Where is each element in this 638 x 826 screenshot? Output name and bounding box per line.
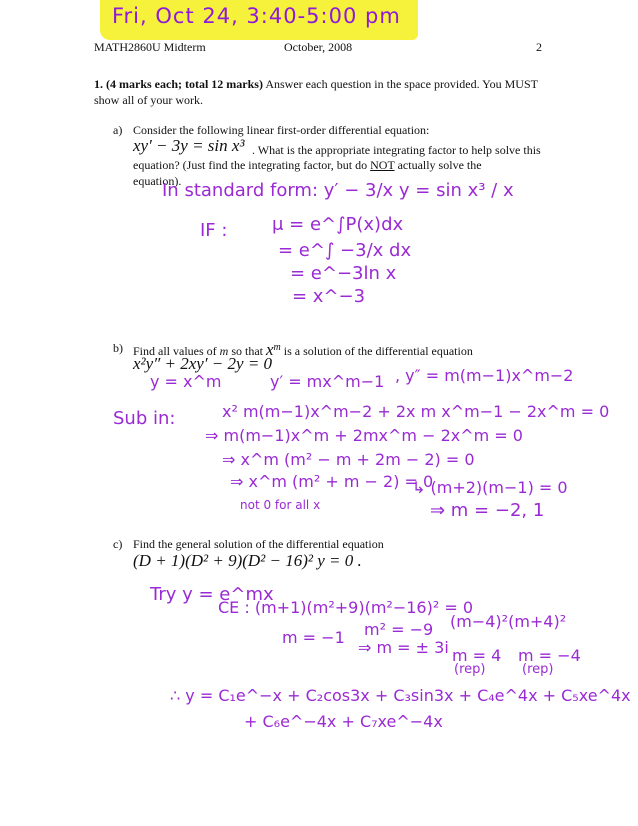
part-b-equation: x²y″ + 2xy′ − 2y = 0 [133, 354, 273, 373]
handwritten-date-time: Fri, Oct 24, 3:40-5:00 pm [112, 4, 401, 28]
hw-c-root-4: m = 4 [452, 646, 502, 665]
hw-b-yxm: y = x^m [150, 372, 222, 391]
hw-b-line5: ⇒ x^m (m² + m − 2) = 0 [230, 472, 434, 491]
part-b-label: b) [113, 341, 123, 355]
hw-c-solution-line1: ∴ y = C₁e^−x + C₂cos3x + C₃sin3x + C₄e^4x + C₅xe^4x [170, 686, 631, 705]
part-c-prompt: Find the general solution of the differential equation [133, 537, 384, 551]
hw-mu-step2: = e^∫ −3/x dx [278, 240, 412, 261]
hw-b-note: not 0 for all x [240, 498, 321, 512]
page-number: 2 [536, 40, 542, 54]
hw-c-root1: m = −1 [282, 628, 345, 647]
question-1 [94, 76, 544, 108]
part-c-equation: (D + 1)(D² + 9)(D² − 16)² y = 0 . [133, 551, 362, 570]
part-c-label: c) [113, 537, 123, 551]
hw-b-answer: ⇒ m = −2, 1 [430, 500, 545, 521]
hw-mu-step4: = x^−3 [292, 286, 366, 307]
part-b-prompt: Find all values of m so that $x^m$ is a solution of the differential equation [133, 340, 473, 359]
hw-c-root2a: m² = −9 [364, 620, 434, 639]
hw-b-line3: ⇒ m(m−1)x^m + 2mx^m − 2x^m = 0 [205, 426, 523, 445]
part-a-prompt: Consider the following linear first-order differential equation: [133, 123, 430, 137]
hw-c-root-4-rep: (rep) [454, 662, 486, 677]
not-emphasis: NOT [370, 158, 395, 172]
hw-b-yprime: y′ = mx^m−1 [270, 372, 385, 391]
hw-c-ce: CE : (m+1)(m²+9)(m²−16)² = 0 [218, 598, 473, 617]
hw-b-ydoubleprime: , y″ = m(m−1)x^m−2 [395, 366, 574, 385]
hw-b-factored: ↳ (m+2)(m−1) = 0 [412, 478, 568, 497]
question-1-label: 1. (4 marks each; total 12 marks) [94, 77, 263, 91]
part-a-question-line1: . What is the appropriate integrating factor to help solve this [252, 143, 541, 157]
hw-b-line2: x² m(m−1)x^m−2 + 2x m x^m−1 − 2x^m = 0 [222, 402, 610, 421]
hw-b-sub-in: Sub in: [113, 408, 176, 429]
hw-c-try: Try y = e^mx [150, 584, 274, 605]
course-title: MATH2860U Midterm [94, 40, 206, 54]
part-a-label: a) [113, 123, 123, 137]
hw-standard-form: In standard form: y′ − 3/x y = sin x³ / x [162, 180, 514, 201]
hw-if-label: IF : [200, 220, 228, 241]
part-a-question-line2: equation? (Just find the integrating factor, but do NOT actually solve the [133, 158, 482, 172]
hw-b-line4: ⇒ x^m (m² − m + 2m − 2) = 0 [222, 450, 475, 469]
hw-mu: μ = e^∫P(x)dx [272, 214, 404, 235]
part-a-equation: xy′ − 3y = sin x³ [133, 136, 245, 155]
exam-date: October, 2008 [284, 40, 353, 54]
hw-c-root-neg4-rep: (rep) [522, 662, 554, 677]
hw-c-solution-line2: + C₆e^−4x + C₇xe^−4x [244, 712, 443, 731]
hw-c-root-neg4: m = −4 [518, 646, 581, 665]
hw-c-root3: (m−4)²(m+4)² [450, 612, 567, 631]
hw-c-root2b: ⇒ m = ± 3i [358, 638, 449, 657]
question-1-instructions: Answer each question in the space provided. You MUST show all of your work. [94, 77, 538, 107]
part-a-question-line4: equation). [133, 174, 182, 188]
hw-mu-step3: = e^−3ln x [290, 263, 397, 284]
